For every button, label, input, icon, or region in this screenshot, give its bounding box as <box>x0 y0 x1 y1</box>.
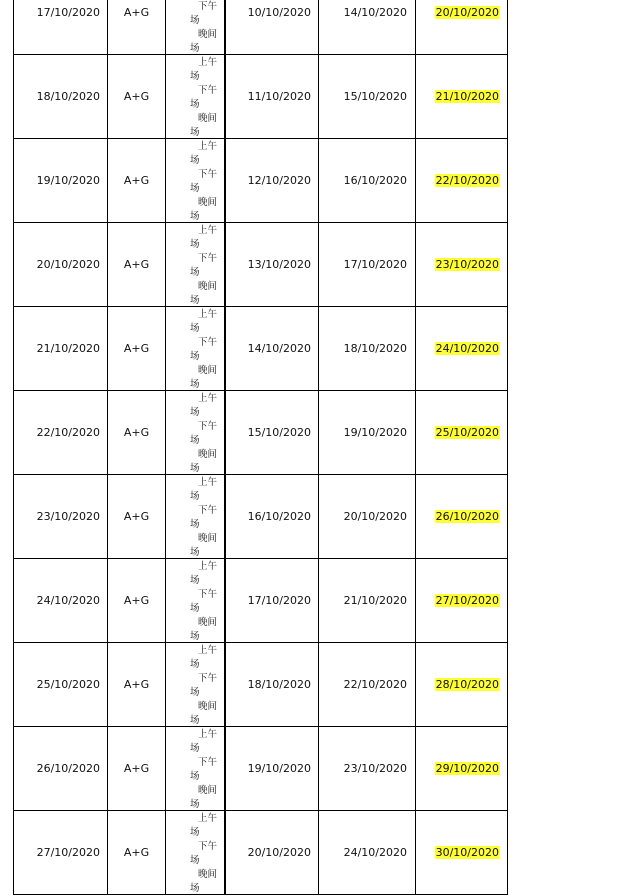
session-unit: 场 <box>190 827 200 838</box>
table-row <box>14 307 508 391</box>
session-unit: 场 <box>190 323 200 334</box>
highlighted-date-cell <box>416 0 508 54</box>
highlighted-date-cell <box>416 559 508 642</box>
date-cell: 26/10/2020 <box>14 727 108 810</box>
second-date-cell: 15/10/2020 <box>319 55 416 138</box>
first-date-cell: 10/10/2020 <box>226 0 319 54</box>
session-afternoon: 下午 <box>198 841 218 852</box>
first-date-cell: 15/10/2020 <box>226 391 319 474</box>
table-row <box>14 391 508 475</box>
table-row <box>14 139 508 223</box>
session-unit: 场 <box>190 127 200 138</box>
first-date-cell: 17/10/2020 <box>226 559 319 642</box>
highlighted-date: 22/10/2020 <box>435 174 499 187</box>
highlighted-date: 29/10/2020 <box>435 762 499 775</box>
session-morning: 上午 <box>198 813 218 824</box>
highlighted-date: 21/10/2020 <box>435 90 499 103</box>
highlighted-date: 25/10/2020 <box>435 426 499 439</box>
session-unit: 场 <box>190 659 200 670</box>
first-date-cell: 12/10/2020 <box>226 139 319 222</box>
table-row <box>14 727 508 811</box>
session-afternoon: 下午 <box>198 85 218 96</box>
date-cell: 23/10/2020 <box>14 475 108 558</box>
highlighted-date: 30/10/2020 <box>435 846 499 859</box>
session-unit: 场 <box>190 15 200 26</box>
second-date-cell: 24/10/2020 <box>319 811 416 894</box>
first-date-cell: 18/10/2020 <box>226 643 319 726</box>
session-unit: 场 <box>190 547 200 558</box>
session-cell <box>166 307 226 390</box>
highlighted-date: 24/10/2020 <box>435 342 499 355</box>
date-cell: 19/10/2020 <box>14 139 108 222</box>
first-date-cell: 19/10/2020 <box>226 727 319 810</box>
session-evening: 晚间 <box>198 785 218 796</box>
session-morning: 上午 <box>198 57 218 68</box>
session-cell <box>166 727 226 810</box>
session-labels <box>190 475 225 558</box>
group-cell: A+G <box>108 139 166 222</box>
group-cell: A+G <box>108 811 166 894</box>
session-labels <box>190 643 225 726</box>
session-unit: 场 <box>190 687 200 698</box>
first-date-cell: 11/10/2020 <box>226 55 319 138</box>
highlighted-date-cell <box>416 643 508 726</box>
highlighted-date: 23/10/2020 <box>435 258 499 271</box>
session-unit: 场 <box>190 239 200 250</box>
table-row <box>14 811 508 895</box>
session-unit: 场 <box>190 603 200 614</box>
first-date-cell: 14/10/2020 <box>226 307 319 390</box>
date-cell: 17/10/2020 <box>14 0 108 54</box>
session-unit: 场 <box>190 771 200 782</box>
highlighted-date-cell <box>416 727 508 810</box>
session-unit: 场 <box>190 407 200 418</box>
group-cell: A+G <box>108 307 166 390</box>
session-unit: 场 <box>190 99 200 110</box>
session-morning: 上午 <box>198 645 218 656</box>
session-labels <box>190 307 225 390</box>
session-unit: 场 <box>190 267 200 278</box>
session-evening: 晚间 <box>198 281 218 292</box>
second-date-cell: 16/10/2020 <box>319 139 416 222</box>
second-date-cell: 17/10/2020 <box>319 223 416 306</box>
session-evening: 晚间 <box>198 617 218 628</box>
highlighted-date-cell <box>416 307 508 390</box>
second-date-cell: 21/10/2020 <box>319 559 416 642</box>
session-afternoon: 下午 <box>198 253 218 264</box>
session-labels <box>190 223 225 306</box>
second-date-cell: 20/10/2020 <box>319 475 416 558</box>
group-cell: A+G <box>108 391 166 474</box>
session-afternoon: 下午 <box>198 757 218 768</box>
session-unit: 场 <box>190 519 200 530</box>
schedule-table <box>13 0 508 895</box>
session-unit: 场 <box>190 351 200 362</box>
session-cell <box>166 391 226 474</box>
table-row <box>14 475 508 559</box>
group-cell: A+G <box>108 475 166 558</box>
session-unit: 场 <box>190 211 200 222</box>
date-cell: 27/10/2020 <box>14 811 108 894</box>
session-cell <box>166 139 226 222</box>
table-row <box>14 643 508 727</box>
session-afternoon: 下午 <box>198 589 218 600</box>
session-labels <box>190 139 225 222</box>
session-morning: 上午 <box>198 141 218 152</box>
highlighted-date: 27/10/2020 <box>435 594 499 607</box>
first-date-cell: 13/10/2020 <box>226 223 319 306</box>
table-row <box>14 55 508 139</box>
session-evening: 晚间 <box>198 701 218 712</box>
session-morning: 上午 <box>198 561 218 572</box>
session-unit: 场 <box>190 715 200 726</box>
second-date-cell: 14/10/2020 <box>319 0 416 54</box>
session-unit: 场 <box>190 183 200 194</box>
session-cell <box>166 223 226 306</box>
session-afternoon: 下午 <box>198 337 218 348</box>
session-unit: 场 <box>190 799 200 810</box>
session-afternoon: 下午 <box>198 169 218 180</box>
highlighted-date: 26/10/2020 <box>435 510 499 523</box>
group-cell: A+G <box>108 559 166 642</box>
first-date-cell: 20/10/2020 <box>226 811 319 894</box>
highlighted-date: 28/10/2020 <box>435 678 499 691</box>
group-cell: A+G <box>108 0 166 54</box>
session-unit: 场 <box>190 379 200 390</box>
highlighted-date-cell <box>416 811 508 894</box>
session-unit: 场 <box>190 575 200 586</box>
date-cell: 22/10/2020 <box>14 391 108 474</box>
session-cell <box>166 55 226 138</box>
session-unit: 场 <box>190 855 200 866</box>
session-morning: 上午 <box>198 477 218 488</box>
highlighted-date-cell <box>416 223 508 306</box>
session-evening: 晚间 <box>198 449 218 460</box>
session-labels <box>190 55 225 138</box>
session-unit: 场 <box>190 43 200 54</box>
group-cell: A+G <box>108 223 166 306</box>
session-labels <box>190 391 225 474</box>
session-afternoon: 下午 <box>198 421 218 432</box>
session-afternoon: 下午 <box>198 505 218 516</box>
session-unit: 场 <box>190 491 200 502</box>
session-labels <box>190 727 225 810</box>
session-cell <box>166 475 226 558</box>
second-date-cell: 18/10/2020 <box>319 307 416 390</box>
highlighted-date-cell <box>416 139 508 222</box>
session-morning: 上午 <box>198 393 218 404</box>
session-unit: 场 <box>190 631 200 642</box>
group-cell: A+G <box>108 643 166 726</box>
session-unit: 场 <box>190 743 200 754</box>
session-evening: 晚间 <box>198 365 218 376</box>
session-unit: 场 <box>190 295 200 306</box>
highlighted-date-cell <box>416 475 508 558</box>
session-morning: 上午 <box>198 729 218 740</box>
group-cell: A+G <box>108 55 166 138</box>
table-row <box>14 0 508 55</box>
session-morning: 上午 <box>198 225 218 236</box>
session-unit: 场 <box>190 463 200 474</box>
session-morning: 上午 <box>198 309 218 320</box>
session-afternoon: 下午 <box>198 673 218 684</box>
session-cell <box>166 559 226 642</box>
date-cell: 25/10/2020 <box>14 643 108 726</box>
group-cell: A+G <box>108 727 166 810</box>
session-evening: 晚间 <box>198 113 218 124</box>
session-evening: 晚间 <box>198 533 218 544</box>
session-cell <box>166 0 226 54</box>
session-unit: 场 <box>190 71 200 82</box>
second-date-cell: 23/10/2020 <box>319 727 416 810</box>
session-cell <box>166 811 226 894</box>
table-row <box>14 559 508 643</box>
highlighted-date-cell <box>416 55 508 138</box>
date-cell: 18/10/2020 <box>14 55 108 138</box>
session-labels <box>190 559 225 642</box>
date-cell: 24/10/2020 <box>14 559 108 642</box>
session-evening: 晚间 <box>198 197 218 208</box>
session-unit: 场 <box>190 435 200 446</box>
session-unit: 场 <box>190 883 200 894</box>
second-date-cell: 19/10/2020 <box>319 391 416 474</box>
table-row <box>14 223 508 307</box>
session-afternoon: 下午 <box>198 1 218 12</box>
first-date-cell: 16/10/2020 <box>226 475 319 558</box>
date-cell: 20/10/2020 <box>14 223 108 306</box>
session-unit: 场 <box>190 155 200 166</box>
session-evening: 晚间 <box>198 29 218 40</box>
highlighted-date: 20/10/2020 <box>435 6 499 19</box>
second-date-cell: 22/10/2020 <box>319 643 416 726</box>
session-labels <box>190 0 225 54</box>
highlighted-date-cell <box>416 391 508 474</box>
session-cell <box>166 643 226 726</box>
session-evening: 晚间 <box>198 869 218 880</box>
session-labels <box>190 811 225 894</box>
date-cell: 21/10/2020 <box>14 307 108 390</box>
